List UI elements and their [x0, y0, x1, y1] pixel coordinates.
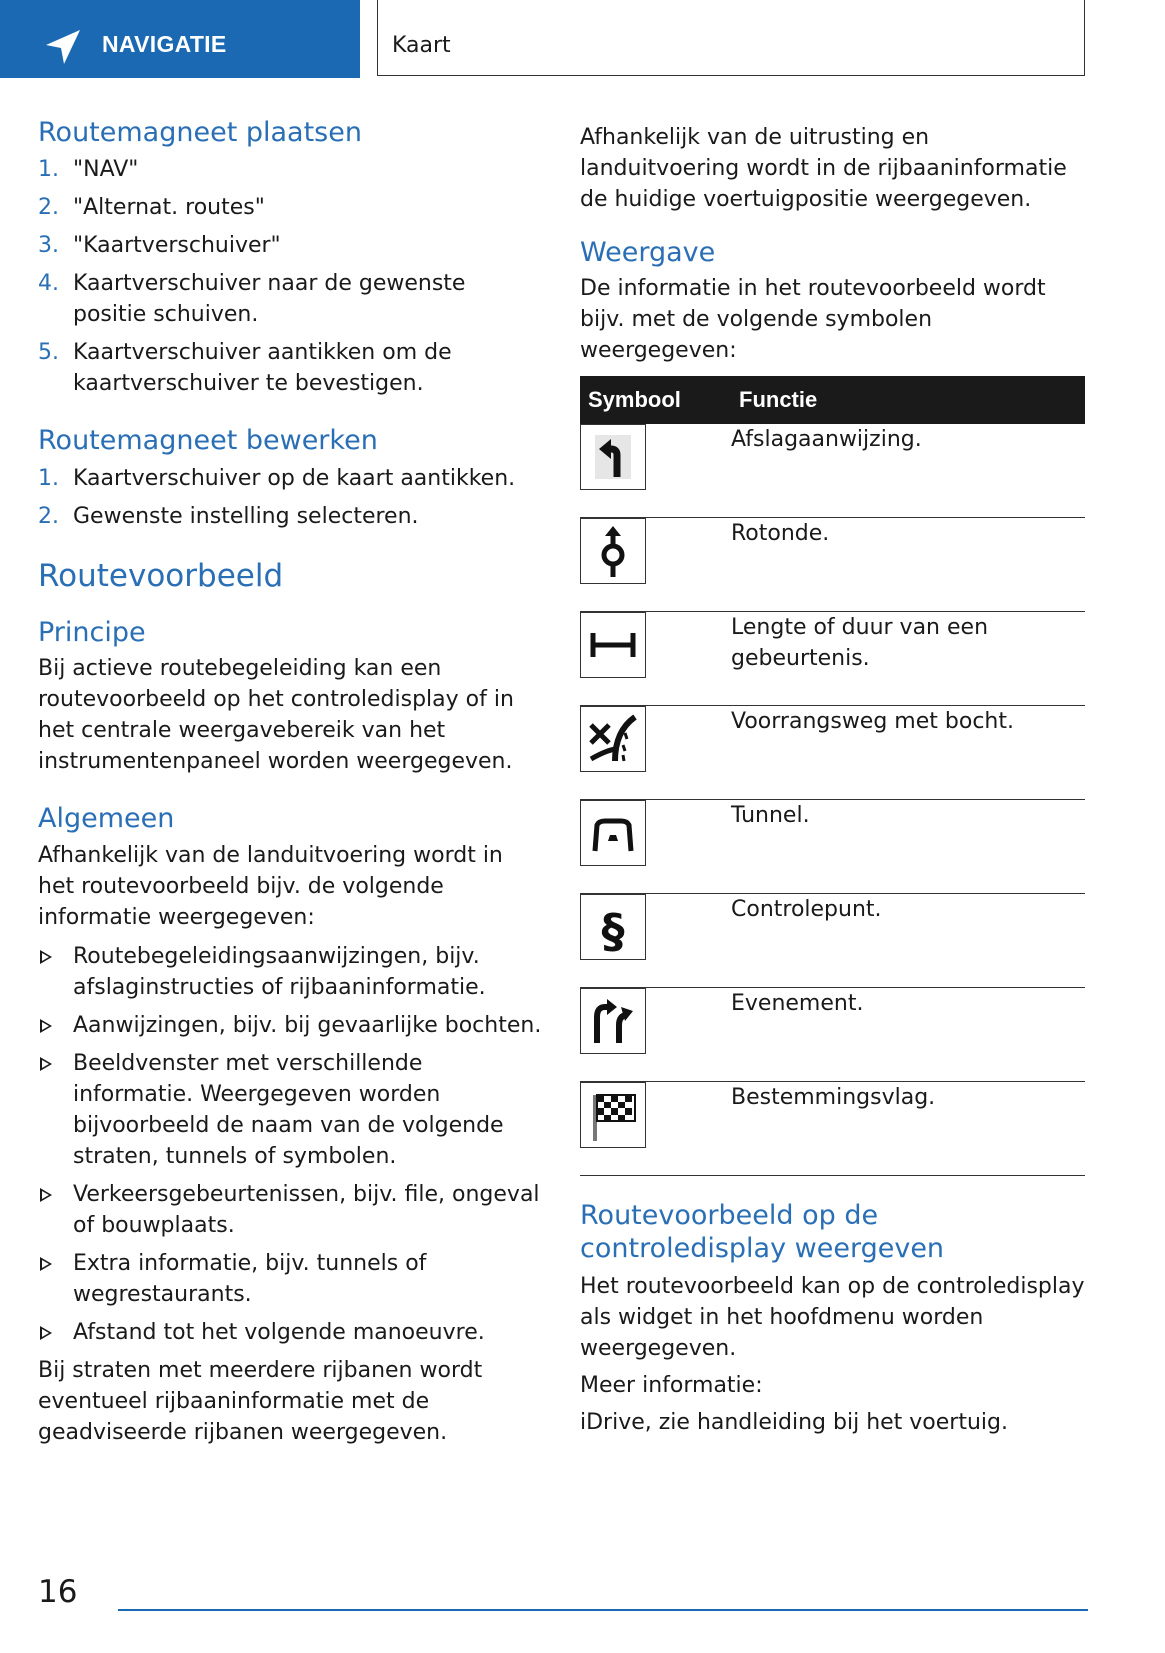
step-item: 1. "NAV" [38, 157, 139, 183]
bullet-item: Extra informatie, bijv. tunnels of wegrestaurants. [38, 1248, 543, 1310]
table-row [580, 800, 1085, 894]
routemagneet-plaatsen-steps [38, 154, 543, 399]
algemeen-intro: Afhankelijk van de landuitvoering wordt in het routevoorbeeld bijv. de volgende informatie weergegeven: [38, 842, 503, 930]
triangle-bullet-icon [40, 1019, 52, 1033]
function-text: Rotonde. [731, 518, 1085, 612]
function-text: Bestemmingsvlag. [731, 1082, 1085, 1176]
function-text: Afslagaanwijzing. [731, 424, 1085, 518]
bullet-item: Aanwijzingen, bijv. bij gevaarlijke bochten. [38, 1010, 543, 1041]
table-row [580, 518, 1085, 612]
priority-road-curve-icon [585, 711, 641, 767]
navigation-arrow-icon [44, 28, 82, 66]
length-duration-icon [585, 617, 641, 673]
routemagneet-bewerken-heading: Routemagneet bewerken [38, 425, 378, 457]
function-text: Voorrangsweg met bocht. [731, 706, 1085, 800]
more-info-label: Meer informatie: [580, 1373, 763, 1399]
chapter-title: Kaart [392, 33, 451, 58]
right-intro: Afhankelijk van de uitrusting en landuitvoering wordt in de rijbaaninformatie de huidige voertuigpositie weergegeven. [580, 125, 1067, 212]
principe-text: Bij actieve routebegeleiding kan een routevoorbeeld op het controledisplay of in het centrale weergavebereik van het instrumentenpaneel worden weergegeven. [38, 656, 514, 775]
left-column [38, 117, 543, 1448]
controledisplay-text: Het routevoorbeeld kan op de controledisplay als widget in het hoofdmenu worden weergegeven. [580, 1274, 1085, 1362]
step-item: 1. Kaartverschuiver op de kaart aantikken. [38, 465, 516, 491]
routemagneet-bewerken-steps [38, 463, 543, 532]
table-row [580, 706, 1085, 800]
controledisplay-heading: Routevoorbeeld op de controledisplay weergeven [580, 1200, 945, 1264]
table-row [580, 424, 1085, 518]
step-item: 3. "Kaartverschuiver" [38, 233, 281, 259]
triangle-bullet-icon [40, 950, 52, 964]
bullet-item: Routebegeleidingsaanwijzingen, bijv. afslaginstructies of rijbaaninformatie. [38, 941, 543, 1003]
algemeen-heading: Algemeen [38, 803, 175, 835]
algemeen-bullets [38, 941, 543, 1348]
triangle-bullet-icon [40, 1188, 52, 1202]
page-number: 16 [38, 1574, 78, 1610]
bullet-item: Afstand tot het volgende manoeuvre. [38, 1317, 543, 1348]
table-row [580, 612, 1085, 706]
weergave-heading: Weergave [580, 237, 716, 268]
function-text: Evenement. [731, 988, 1085, 1082]
col-function-header: Functie [731, 376, 1085, 424]
table-row [580, 1082, 1085, 1176]
triangle-bullet-icon [40, 1326, 52, 1340]
section-tab [0, 0, 360, 78]
function-text: Controlepunt. [731, 894, 1085, 988]
bullet-item: Verkeersgebeurtenissen, bijv. file, ongeval of bouwplaats. [38, 1179, 543, 1241]
col-symbol-header: Symbool [580, 376, 731, 424]
algemeen-outro: Bij straten met meerdere rijbanen wordt eventueel rijbaaninformatie met de geadviseerde rijbanen weergegeven. [38, 1357, 483, 1445]
table-row [580, 894, 1085, 988]
checkpoint-icon [585, 899, 641, 955]
triangle-bullet-icon [40, 1057, 52, 1071]
idrive-reference: iDrive, zie handleiding bij het voertuig. [580, 1410, 1008, 1436]
triangle-bullet-icon [40, 1257, 52, 1271]
table-row [580, 988, 1085, 1082]
svg-text:§: § [601, 904, 625, 956]
function-text: Tunnel. [731, 800, 1085, 894]
roundabout-icon [585, 523, 641, 579]
table-header-row [580, 376, 1085, 424]
function-text: Lengte of duur van een gebeurtenis. [731, 612, 1085, 706]
principe-heading: Principe [38, 616, 146, 648]
turn-arrow-icon [585, 429, 641, 485]
weergave-text: De informatie in het routevoorbeeld wordt bijv. met de volgende symbolen weergegeven: [580, 276, 1046, 364]
step-item: 4. Kaartverschuiver naar de gewenste positie schuiven. [38, 271, 466, 328]
step-item: 2. Gewenste instelling selecteren. [38, 503, 419, 529]
right-column [580, 122, 1085, 1438]
footer-divider [118, 1609, 1088, 1611]
destination-flag-icon [585, 1087, 641, 1143]
step-item: 5. Kaartverschuiver aantikken om de kaartverschuiver te bevestigen. [38, 340, 452, 397]
event-icon [585, 993, 641, 1049]
step-item: 2. "Alternat. routes" [38, 195, 265, 221]
section-label: NAVIGATIE [102, 31, 227, 57]
bullet-item: Beeldvenster met verschillende informatie. Weergegeven worden bijvoorbeeld de naam van de volgende straten, tunnels of symbolen. [38, 1048, 543, 1172]
symbol-table [580, 376, 1085, 1176]
tunnel-icon [585, 805, 641, 861]
routevoorbeeld-heading: Routevoorbeeld [38, 557, 284, 594]
routemagneet-plaatsen-heading: Routemagneet plaatsen [38, 117, 362, 148]
chapter-header-box [377, 0, 1085, 76]
